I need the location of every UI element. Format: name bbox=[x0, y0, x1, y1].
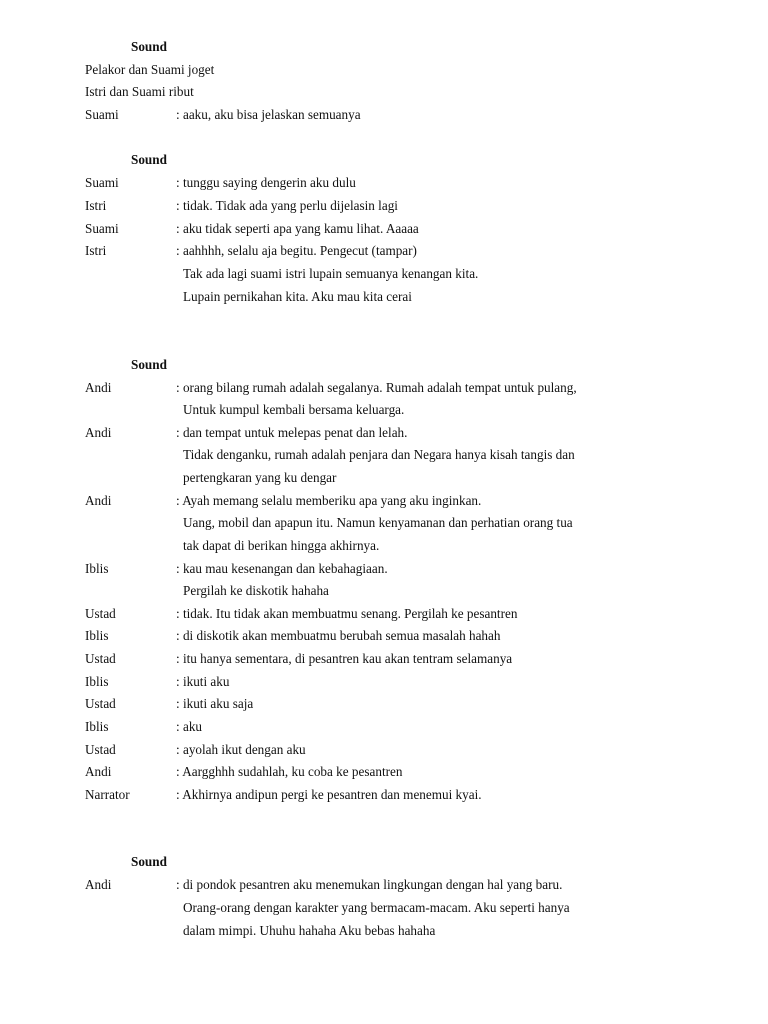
speaker-name: Ustad bbox=[85, 742, 116, 757]
speaker-name: Iblis bbox=[85, 561, 109, 576]
speaker-name: Andi bbox=[85, 493, 112, 508]
dialog-continuation: Uang, mobil dan apapun itu. Namun kenyamanan dan perhatian orang tua bbox=[183, 515, 573, 530]
speaker-name: Iblis bbox=[85, 674, 109, 689]
dialog-line: : kau mau kesenangan dan kebahagiaan. bbox=[176, 561, 388, 576]
speaker-name: Narrator bbox=[85, 787, 130, 802]
dialog-line: : aahhhh, selalu aja begitu. Pengecut (tampar) bbox=[176, 243, 417, 258]
dialog-line: : aaku, aku bisa jelaskan semuanya bbox=[176, 107, 361, 122]
dialog-continuation: Untuk kumpul kembali bersama keluarga. bbox=[183, 402, 405, 417]
speaker-name: Andi bbox=[85, 877, 112, 892]
speaker-name: Istri bbox=[85, 198, 107, 213]
dialog-line: : ikuti aku bbox=[176, 674, 230, 689]
dialog-line: : di diskotik akan membuatmu berubah semua masalah hahah bbox=[176, 628, 501, 643]
speaker-name: Ustad bbox=[85, 651, 116, 666]
dialog-line: : dan tempat untuk melepas penat dan lelah. bbox=[176, 425, 408, 440]
stage-direction: Pelakor dan Suami joget bbox=[85, 62, 215, 77]
speaker-name: Iblis bbox=[85, 628, 109, 643]
speaker-name: Suami bbox=[85, 107, 119, 122]
dialog-line: : tidak. Tidak ada yang perlu dijelasin lagi bbox=[176, 198, 398, 213]
speaker-name: Suami bbox=[85, 175, 119, 190]
dialog-line: : itu hanya sementara, di pesantren kau akan tentram selamanya bbox=[176, 651, 513, 666]
scene-heading: Sound bbox=[131, 39, 167, 54]
dialog-line: : ayolah ikut dengan aku bbox=[176, 742, 306, 757]
dialog-line: : di pondok pesantren aku menemukan lingkungan dengan hal yang baru. bbox=[176, 877, 563, 892]
scene-heading: Sound bbox=[131, 854, 167, 869]
dialog-line: : aku tidak seperti apa yang kamu lihat. Aaaaa bbox=[176, 221, 419, 236]
dialog-line: : tunggu saying dengerin aku dulu bbox=[176, 175, 356, 190]
scene-heading: Sound bbox=[131, 152, 167, 167]
dialog-line: : orang bilang rumah adalah segalanya. Rumah adalah tempat untuk pulang, bbox=[176, 380, 577, 395]
dialog-line: : Akhirnya andipun pergi ke pesantren dan menemui kyai. bbox=[176, 787, 482, 802]
dialog-line: : ikuti aku saja bbox=[176, 696, 254, 711]
dialog-continuation: pertengkaran yang ku dengar bbox=[183, 470, 337, 485]
dialog-line: : tidak. Itu tidak akan membuatmu senang. Pergilah ke pesantren bbox=[176, 606, 518, 621]
speaker-name: Andi bbox=[85, 425, 112, 440]
dialog-continuation: Lupain pernikahan kita. Aku mau kita cerai bbox=[183, 289, 412, 304]
speaker-name: Ustad bbox=[85, 696, 116, 711]
dialog-line: : Aargghhh sudahlah, ku coba ke pesantren bbox=[176, 764, 403, 779]
dialog-continuation: tak dapat di berikan hingga akhirnya. bbox=[183, 538, 380, 553]
speaker-name: Suami bbox=[85, 221, 119, 236]
dialog-continuation: Pergilah ke diskotik hahaha bbox=[183, 583, 329, 598]
scene-heading: Sound bbox=[131, 357, 167, 372]
dialog-continuation: Tak ada lagi suami istri lupain semuanya kenangan kita. bbox=[183, 266, 479, 281]
stage-direction: Istri dan Suami ribut bbox=[85, 84, 194, 99]
dialog-line: : Ayah memang selalu memberiku apa yang aku inginkan. bbox=[176, 493, 482, 508]
dialog-continuation: Tidak denganku, rumah adalah penjara dan Negara hanya kisah tangis dan bbox=[183, 447, 575, 462]
dialog-continuation: dalam mimpi. Uhuhu hahaha Aku bebas hahaha bbox=[183, 923, 436, 938]
speaker-name: Andi bbox=[85, 380, 112, 395]
speaker-name: Istri bbox=[85, 243, 107, 258]
dialog-line: : aku bbox=[176, 719, 203, 734]
speaker-name: Ustad bbox=[85, 606, 116, 621]
speaker-name: Andi bbox=[85, 764, 112, 779]
dialog-continuation: Orang-orang dengan karakter yang bermacam-macam. Aku seperti hanya bbox=[183, 900, 570, 915]
speaker-name: Iblis bbox=[85, 719, 109, 734]
